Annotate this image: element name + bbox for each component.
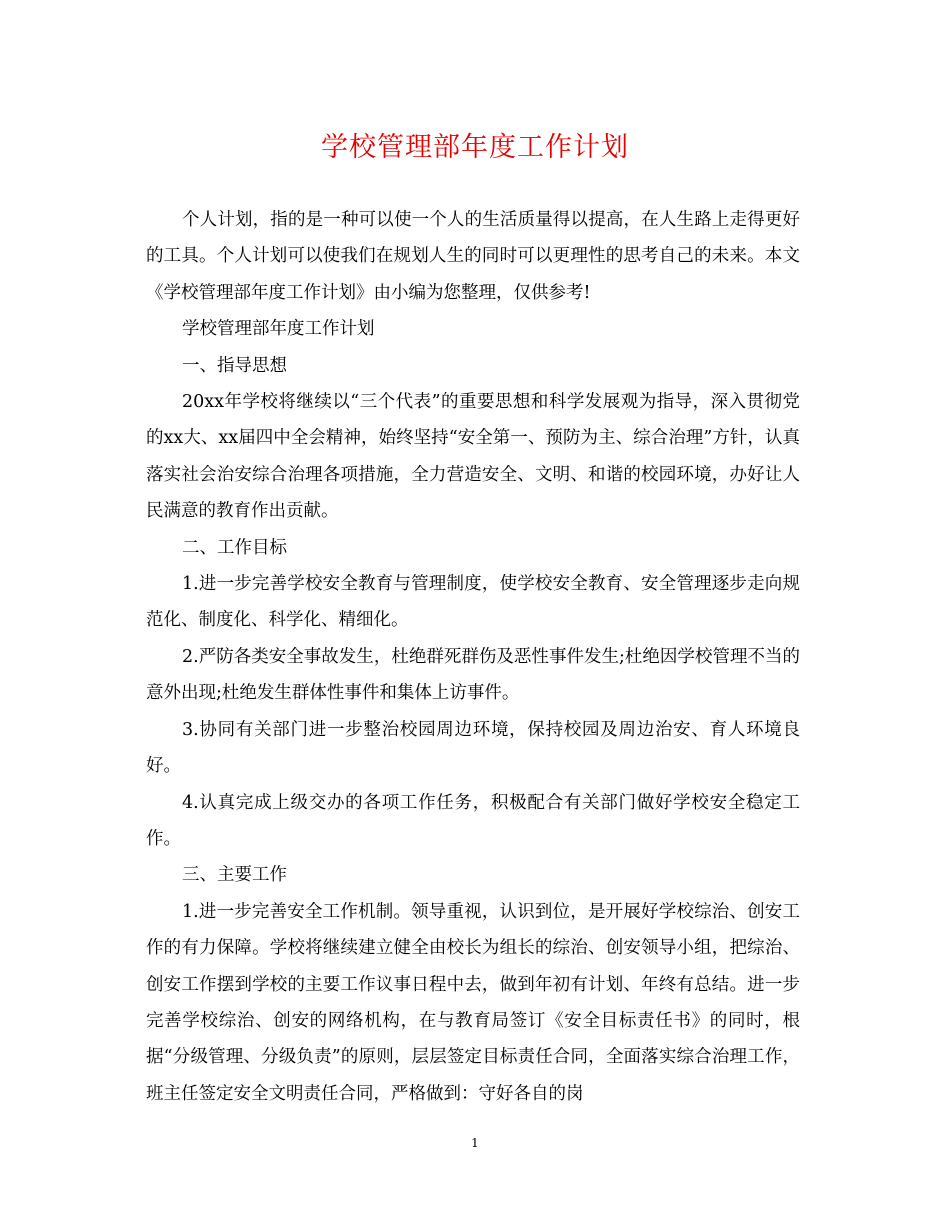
document-title: 学校管理部年度工作计划 [321, 132, 629, 163]
intro-paragraph: 个人计划，指的是一种可以使一个人的生活质量得以提高，在人生路上走得更好的工具。个人计划可以使我们在规划人生的同时可以更理性的思考自己的未来。本文《学校管理部年度工作计划》由小编为您整理，仅供参考! [146, 210, 800, 303]
document-body [146, 202, 800, 1112]
section-heading-main-work: 三、主要工作 [182, 865, 287, 886]
goal-item-4: 4.认真完成上级交办的各项工作任务，积极配合有关部门做好学校安全稳定工作。 [146, 792, 800, 849]
page-number: 1 [471, 1136, 479, 1150]
goal-item-1: 1.进一步完善学校安全教育与管理制度，使学校安全教育、安全管理逐步走向规范化、制度化、科学化、精细化。 [146, 574, 800, 631]
goal-item-3: 3.协同有关部门进一步整治校园周边环境，保持校园及周边治安、育人环境良好。 [146, 719, 800, 777]
section-heading-guiding-ideology: 一、指导思想 [182, 355, 287, 376]
section-heading-work-goals: 二、工作目标 [182, 537, 287, 558]
main-work-item-1: 1.进一步完善安全工作机制。领导重视，认识到位，是开展好学校综治、创安工作的有力保障。学校将继续建立健全由校长为组长的综治、创安领导小组，把综治、创安工作摆到学校的主要工作议事日程中去，做到年初有计划、年终有总结。进一步完善学校综治、创安的网络机构，在与教育局签订《安全目标责任书》的同时，根据“分级管理、分级负责”的原则，层层签定目标责任合同，全面落实综合治理工作，班主任签定安全文明责任合同，严格做到：守好各自的岗 [146, 901, 800, 1104]
goal-item-2: 2.严防各类安全事故发生，杜绝群死群伤及恶性事件发生;杜绝因学校管理不当的意外出现;杜绝发生群体性事件和集体上访事件。 [146, 646, 800, 704]
subtitle-line: 学校管理部年度工作计划 [182, 319, 375, 340]
guiding-ideology-paragraph: 20xx年学校将继续以“三个代表”的重要思想和科学发展观为指导，深入贯彻党的xx大、xx届四中全会精神，始终坚持“安全第一、预防为主、综合治理”方针，认真落实社会治安综合治理各项措施，全力营造安全、文明、和谐的校园环境，办好让人民满意的教育作出贡献。 [146, 392, 800, 522]
